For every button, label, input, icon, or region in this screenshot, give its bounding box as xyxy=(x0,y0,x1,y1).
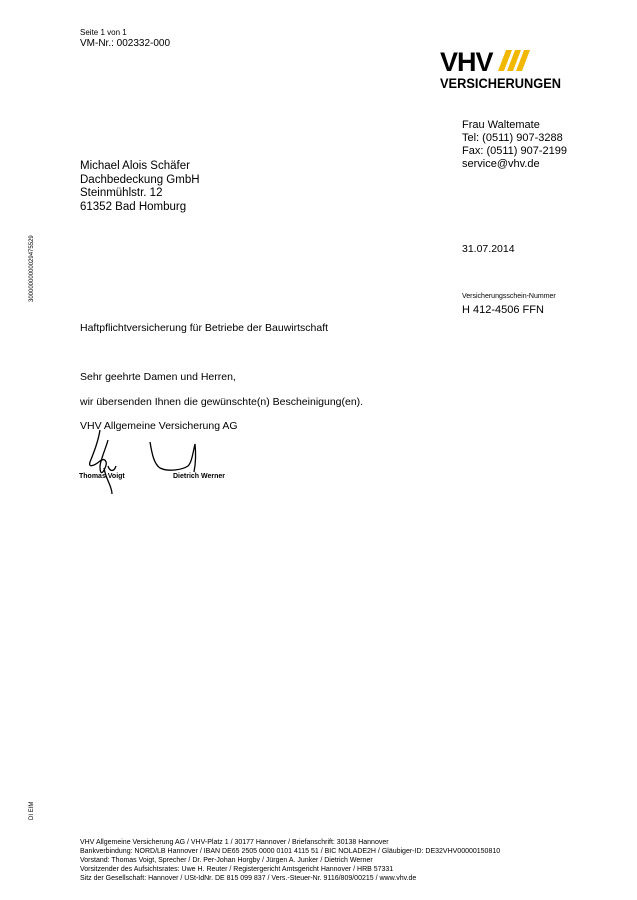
page-info xyxy=(80,28,170,50)
vhv-logo xyxy=(440,48,562,92)
logo-text-vhv: VHV xyxy=(440,48,493,77)
vhv-logo-graphic xyxy=(440,48,562,92)
letter-salutation: Sehr geehrte Damen und Herren, xyxy=(80,371,236,383)
letter-body: wir übersenden Ihnen die gewünschte(n) Bescheinigung(en). xyxy=(80,396,364,408)
signatory-name: Dietrich Werner xyxy=(173,473,225,480)
handwritten-signatures xyxy=(78,428,218,496)
contact-fax: Fax: (0511) 907-2199 xyxy=(462,145,567,157)
policy-number: H 412-4506 FFN xyxy=(462,304,544,316)
margin-code: DI EIM xyxy=(29,801,35,820)
signature-graphic xyxy=(78,428,218,496)
signature-werner xyxy=(150,442,196,472)
contact-block xyxy=(462,119,567,171)
reference-number: VM-Nr.: 002332-000 xyxy=(80,38,171,49)
footer-line: Sitz der Gesellschaft: Hannover / USt-IdNr. DE 815 099 837 / Vers.-Steuer-Nr. 9116/809/00215 / www.vhv.de xyxy=(80,875,417,882)
recipient-address xyxy=(80,160,200,214)
letter-date: 31.07.2014 xyxy=(462,243,515,255)
contact-email[interactable]: service@vhv.de xyxy=(462,158,540,170)
contact-name: Frau Waltemate xyxy=(462,119,540,131)
margin-barcode-number: 30000000000029475529 xyxy=(29,235,35,302)
footer-line: Vorsitzender des Aufsichtsrates: Uwe H. Reuter / Registergericht Amtsgericht Hannover / HRB 57331 xyxy=(80,866,394,873)
footer-line: Bankverbindung: NORD/LB Hannover / IBAN DE65 2505 0000 0101 4115 51 / BIC NOLADE2H / Gläubiger-ID: DE32VHV00000150810 xyxy=(80,848,501,855)
recipient-street: Steinmühlstr. 12 xyxy=(80,187,163,199)
contact-tel: Tel: (0511) 907-3288 xyxy=(462,132,563,144)
recipient-name: Michael Alois Schäfer xyxy=(80,160,190,172)
logo-text-versicherungen: VERSICHERUNGEN xyxy=(440,76,561,91)
policy-number-label: Versicherungsschein-Nummer xyxy=(462,293,556,300)
recipient-company: Dachbedeckung GmbH xyxy=(80,173,200,186)
page-count: Seite 1 von 1 xyxy=(80,28,127,37)
recipient-city: 61352 Bad Homburg xyxy=(80,200,187,213)
footer-line: Vorstand: Thomas Voigt, Sprecher / Dr. Per-Johan Horgby / Jürgen A. Junker / Dietrich Werner xyxy=(80,857,373,864)
signatory-name: Thomas Voigt xyxy=(79,473,125,480)
signature-voigt xyxy=(90,430,116,494)
footer xyxy=(80,838,500,883)
footer-line: VHV Allgemeine Versicherung AG / VHV-Platz 1 / 30177 Hannover / Briefanschrift: 30138 Hannover xyxy=(80,839,389,846)
letter-subject: Haftpflichtversicherung für Betriebe der Bauwirtschaft xyxy=(80,322,329,334)
closing-company: VHV Allgemeine Versicherung AG xyxy=(80,420,238,432)
